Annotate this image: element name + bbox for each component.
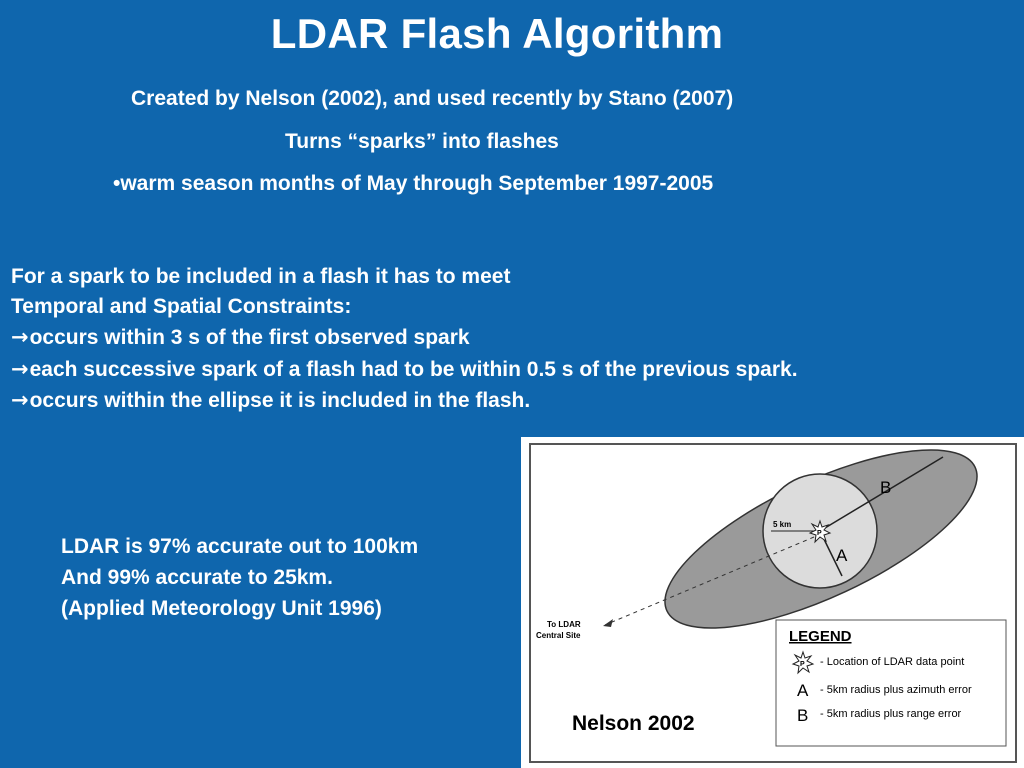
legend-item-text: - 5km radius plus range error (820, 708, 962, 720)
constraint-item (11, 388, 530, 413)
label-5km: 5 km (773, 520, 792, 529)
constraint-item (11, 325, 470, 350)
constraint-text: each successive spark of a flash had to be within 0.5 s of the previous spark. (29, 358, 798, 381)
legend-item-text: - 5km radius plus azimuth error (820, 684, 972, 696)
central-site-label-line2: Central Site (536, 631, 581, 640)
constraints-intro-line1: For a spark to be included in a flash it has to meet (11, 265, 511, 288)
legend-symbol-b: B (797, 706, 809, 725)
constraint-text: occurs within the ellipse it is included in the flash. (29, 389, 531, 412)
subtitle-credit: Created by Nelson (2002), and used recently by Stano (2007) (131, 87, 734, 110)
legend-title: LEGEND (789, 628, 852, 645)
accuracy-line1: LDAR is 97% accurate out to 100km (61, 535, 419, 558)
label-b: B (880, 478, 892, 497)
data-point-label: P (817, 530, 822, 537)
legend-symbol-p: P (800, 661, 805, 668)
central-site-arrowhead (603, 619, 613, 627)
subtitle-season: •warm season months of May through September 1997-2005 (113, 172, 714, 195)
slide-title: LDAR Flash Algorithm (270, 10, 724, 57)
arrow-right-icon: → (11, 325, 29, 349)
legend-symbol-a: A (797, 681, 809, 700)
arrow-right-icon: → (11, 357, 29, 381)
arrow-right-icon: → (11, 388, 29, 412)
constraints-intro-line2: Temporal and Spatial Constraints: (11, 295, 352, 318)
label-a: A (836, 546, 848, 565)
legend-item-text: - Location of LDAR data point (820, 656, 965, 668)
subtitle-sparks: Turns “sparks” into flashes (285, 130, 559, 153)
figure-caption: Nelson 2002 (572, 712, 695, 735)
constraint-item (11, 357, 798, 382)
accuracy-line3: (Applied Meteorology Unit 1996) (61, 597, 382, 620)
constraint-text: occurs within 3 s of the first observed spark (29, 326, 470, 349)
central-site-label-line1: To LDAR (547, 620, 581, 629)
accuracy-line2: And 99% accurate to 25km. (61, 566, 333, 589)
